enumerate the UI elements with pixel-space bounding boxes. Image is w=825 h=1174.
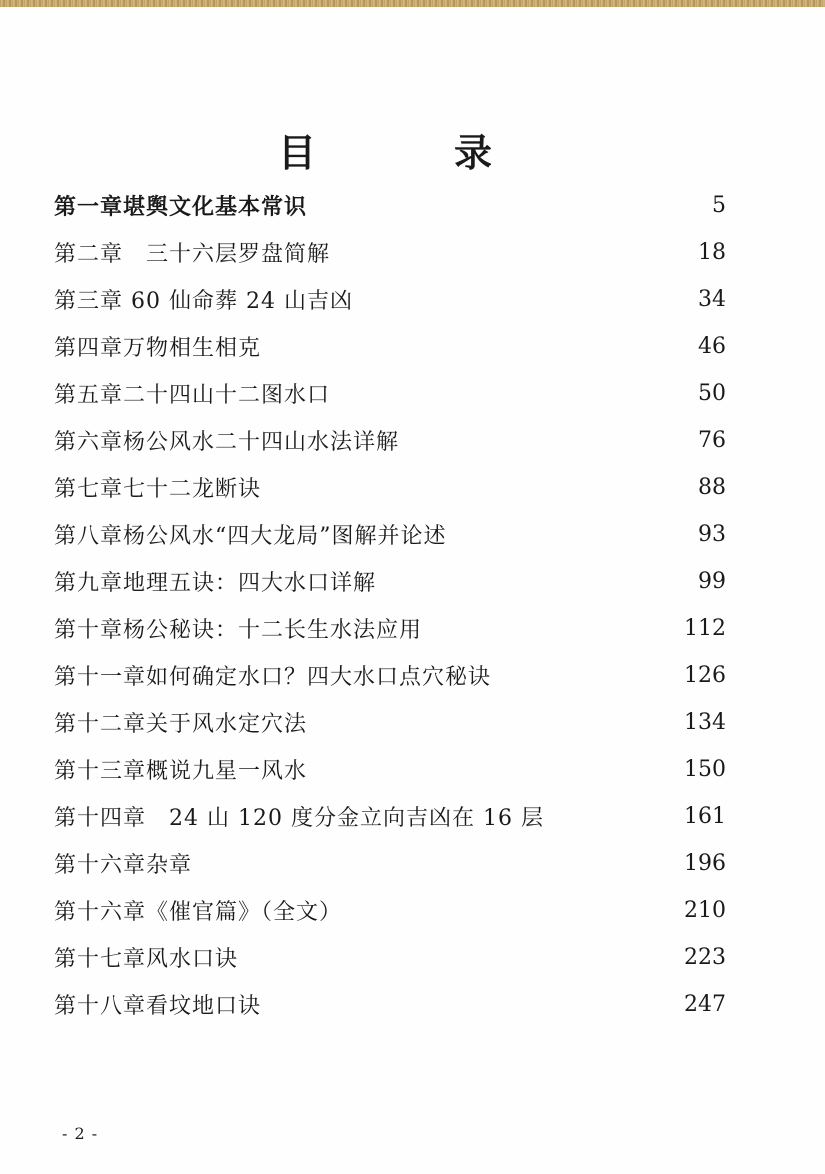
toc-entry[interactable] <box>54 746 726 793</box>
toc-entry-page: 126 <box>684 663 726 688</box>
toc-entry[interactable] <box>54 981 726 1028</box>
page-number: - 2 - <box>62 1124 99 1143</box>
toc-entry-title: 第十章杨公秘诀：十二长生水法应用 <box>54 618 423 643</box>
toc-entry[interactable] <box>54 652 726 699</box>
toc-entry[interactable] <box>54 840 726 887</box>
toc-entry-page: 34 <box>698 287 726 312</box>
toc-entry-title: 第十六章《催官篇》（全文） <box>54 900 343 925</box>
toc-entry-title: 第一章堪舆文化基本常识 <box>54 195 308 220</box>
toc-entry-title: 第十二章关于风水定穴法 <box>54 712 308 737</box>
toc-entry-page: 46 <box>698 334 726 359</box>
toc-entry[interactable] <box>54 605 726 652</box>
toc-entry[interactable] <box>54 464 726 511</box>
toc-entry-page: 88 <box>698 475 726 500</box>
table-of-contents <box>54 182 726 1028</box>
toc-entry[interactable] <box>54 276 726 323</box>
toc-entry-page: 76 <box>698 428 726 453</box>
toc-entry[interactable] <box>54 323 726 370</box>
toc-entry-page: 99 <box>698 569 726 594</box>
toc-entry[interactable] <box>54 417 726 464</box>
toc-entry[interactable] <box>54 887 726 934</box>
toc-entry-title: 第二章 三十六层罗盘简解 <box>54 242 331 267</box>
toc-entry-page: 5 <box>712 193 726 218</box>
toc-entry-page: 150 <box>684 757 726 782</box>
toc-entry[interactable] <box>54 934 726 981</box>
toc-entry-title: 第十三章概说九星一风水 <box>54 759 308 784</box>
toc-entry[interactable] <box>54 511 726 558</box>
toc-entry-title: 第六章杨公风水二十四山水法详解 <box>54 430 400 455</box>
toc-entry-title: 第十八章看坟地口诀 <box>54 994 262 1019</box>
toc-entry[interactable] <box>54 699 726 746</box>
toc-entry-title: 第十一章如何确定水口？四大水口点穴秘诀 <box>54 665 492 690</box>
toc-entry-page: 50 <box>698 381 726 406</box>
toc-entry-title: 第十七章风水口诀 <box>54 947 239 972</box>
toc-entry-page: 196 <box>684 851 726 876</box>
toc-entry[interactable] <box>54 370 726 417</box>
toc-entry[interactable] <box>54 558 726 605</box>
toc-entry-title: 第四章万物相生相克 <box>54 336 262 361</box>
toc-entry-page: 18 <box>698 240 726 265</box>
toc-entry-title: 第十四章 24 山 120 度分金立向吉凶在 16 层 <box>54 806 544 831</box>
toc-entry-title: 第三章 60 仙命葬 24 山吉凶 <box>54 289 353 314</box>
toc-entry[interactable] <box>54 182 726 229</box>
top-decorative-border <box>0 0 825 7</box>
toc-entry-title: 第五章二十四山十二图水口 <box>54 383 331 408</box>
toc-entry-title: 第八章杨公风水“四大龙局”图解并论述 <box>54 524 447 549</box>
toc-entry-page: 247 <box>684 992 726 1017</box>
toc-entry-page: 210 <box>684 898 726 923</box>
toc-entry-page: 161 <box>684 804 726 829</box>
toc-entry-page: 223 <box>684 945 726 970</box>
toc-entry[interactable] <box>54 793 726 840</box>
page-title: 目 录 <box>277 131 542 175</box>
toc-entry[interactable] <box>54 229 726 276</box>
toc-entry-title: 第九章地理五诀：四大水口详解 <box>54 571 377 596</box>
toc-entry-page: 134 <box>684 710 726 735</box>
toc-entry-title: 第七章七十二龙断诀 <box>54 477 262 502</box>
toc-entry-title: 第十六章杂章 <box>54 853 193 878</box>
toc-entry-page: 93 <box>698 522 726 547</box>
toc-entry-page: 112 <box>684 616 726 641</box>
